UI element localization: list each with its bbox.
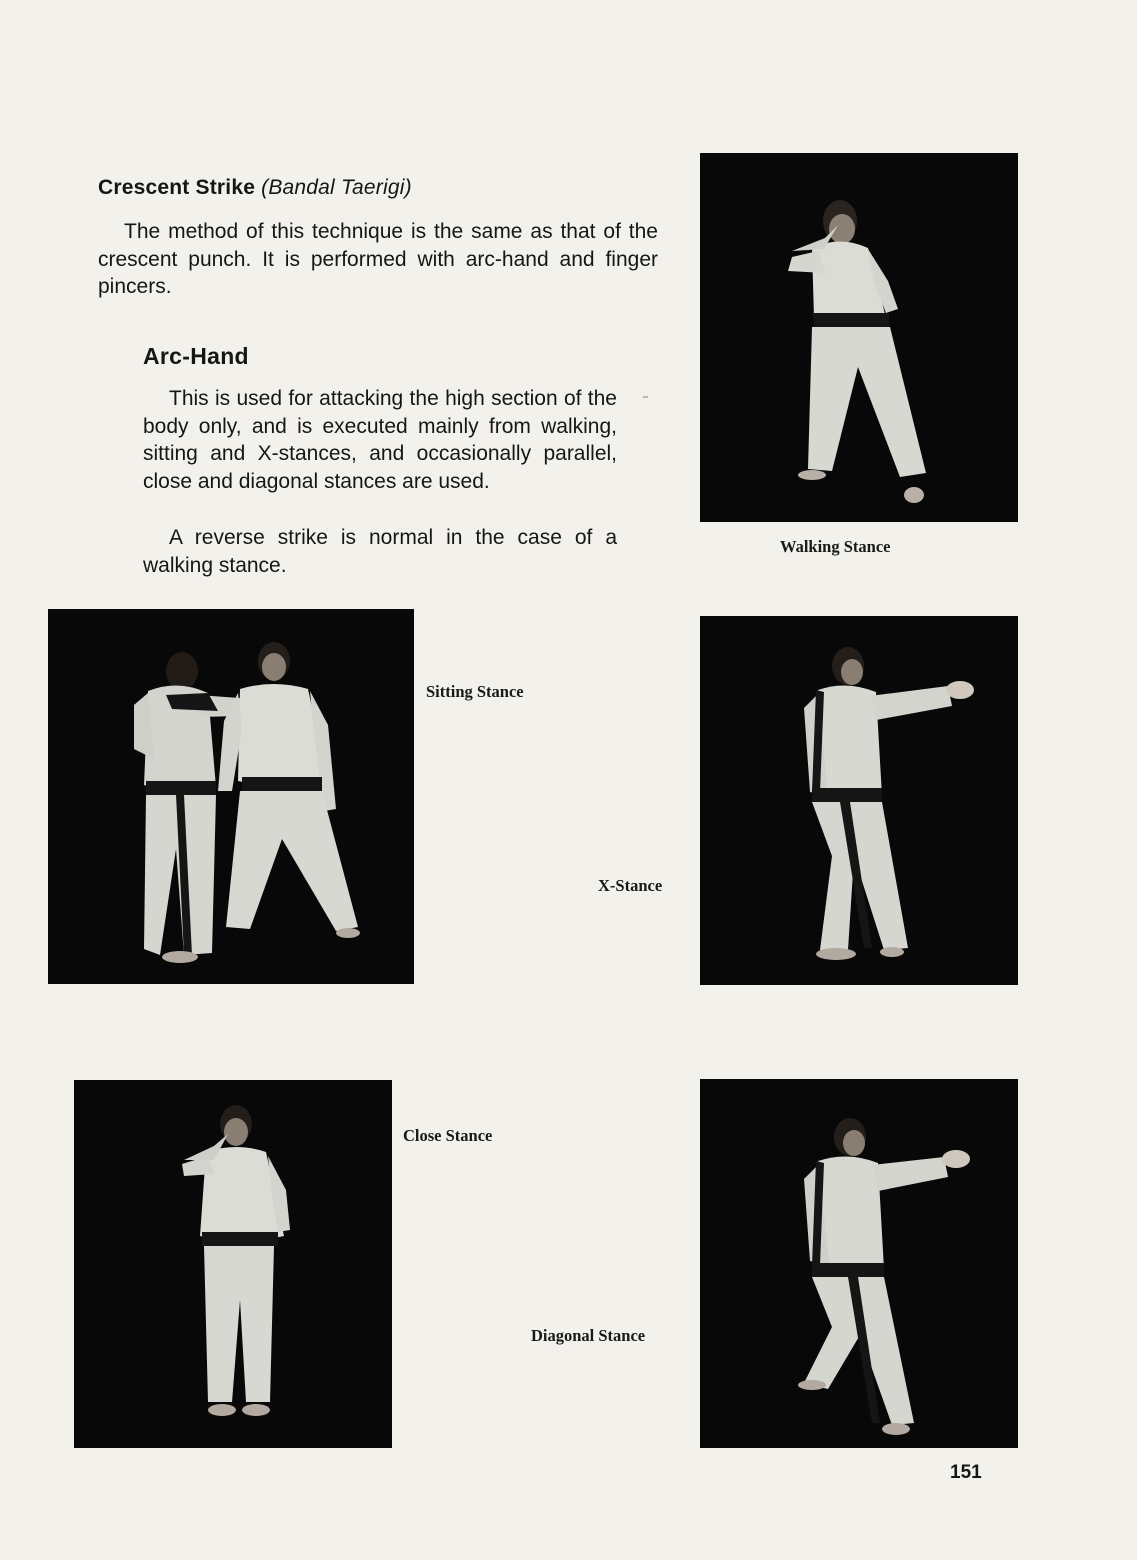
figure-close-stance-illustration [74, 1080, 392, 1448]
caption-diagonal-stance: Diagonal Stance [531, 1326, 646, 1345]
subsection-paragraph-2: A reverse strike is normal in the case of a walking stance. [143, 526, 617, 577]
caption-x-stance: X-Stance [598, 876, 663, 895]
caption-close-stance: Close Stance [403, 1126, 493, 1145]
caption-sitting-stance: Sitting Stance [426, 682, 524, 701]
figure-sitting-stance-illustration [48, 609, 414, 984]
section-heading [98, 176, 412, 200]
page-number: 151 [950, 1462, 982, 1483]
figure-diagonal-stance-illustration [700, 1079, 1018, 1448]
print-speck [643, 396, 648, 398]
caption-walking-stance: Walking Stance [780, 537, 891, 556]
figure-x-stance-illustration [700, 616, 1018, 985]
subsection-paragraph-1: This is used for attacking the high section of the body only, and is executed mainly from walking, sitting and X-stances, and occasionally parallel, close and diagonal stances are used. [143, 387, 617, 493]
photo-sitting-stance [48, 609, 414, 984]
subsection-heading: Arc-Hand [143, 343, 249, 369]
photo-diagonal-stance [700, 1079, 1018, 1448]
section-heading-title: Crescent Strike [98, 176, 256, 199]
photo-walking-stance [700, 153, 1018, 522]
section-paragraph: The method of this technique is the same as that of the crescent punch. It is performed with arc-hand and finger pincers. [98, 220, 658, 298]
photo-x-stance [700, 616, 1018, 985]
figure-walking-stance-illustration [700, 153, 1018, 522]
section-heading-korean: (Bandal Taerigi) [261, 176, 412, 199]
photo-close-stance [74, 1080, 392, 1448]
